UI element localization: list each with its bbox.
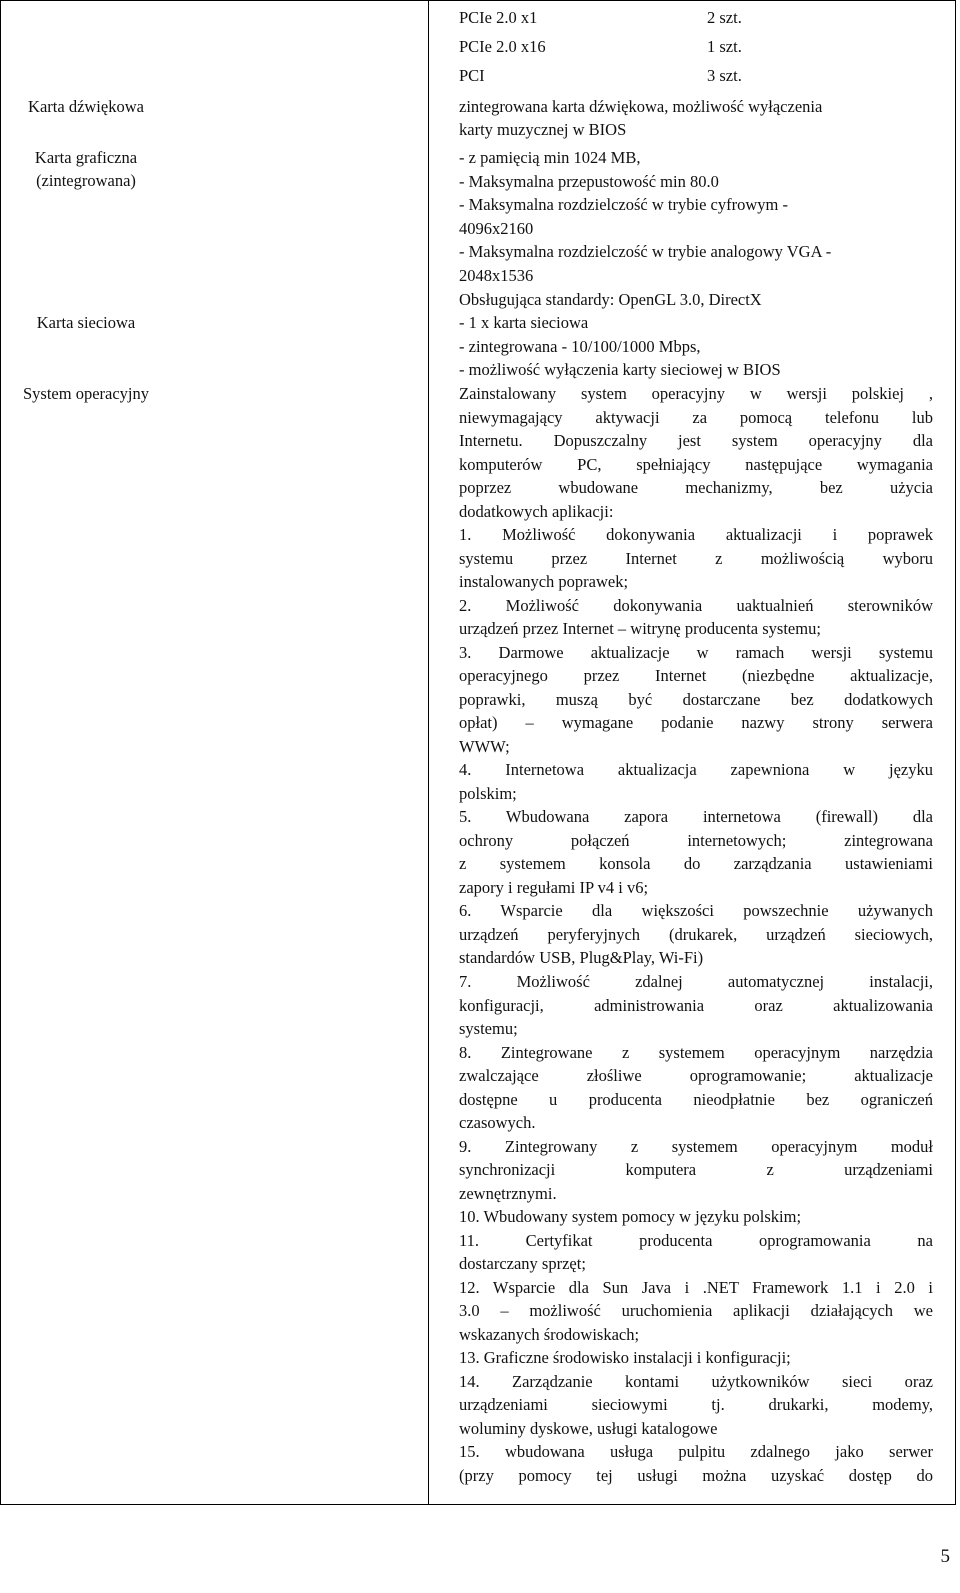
- text-line: - zintegrowana - 10/100/1000 Mbps,: [459, 336, 701, 356]
- text-line: 3. Darmowe aktualizacje w ramach wersji systemu: [459, 642, 933, 662]
- text-line: standardów USB, Plug&Play, Wi-Fi): [459, 948, 704, 968]
- text-line: 3.0 – możliwość uruchomienia aplikacji działających we: [459, 1301, 933, 1321]
- text-line: - możliwość wyłączenia karty sieciowej w BIOS: [459, 360, 781, 379]
- left-column-cell: [1, 1, 429, 1505]
- text-line: 2. Możliwość dokonywania uaktualnień sterowników: [459, 595, 933, 615]
- slot-count: 1 szt.: [707, 37, 742, 56]
- text-line: z systemem konsola do zarządzania ustawieniami: [459, 854, 933, 874]
- text-line: 8. Zintegrowane z systemem operacyjnym narzędzia: [459, 1042, 933, 1062]
- text-line: zwalczające złośliwe oprogramowanie; aktualizacje: [459, 1066, 933, 1086]
- text-line: 7. Możliwość zdalnej automatycznej instalacji,: [459, 972, 933, 991]
- text-line: - Maksymalna rozdzielczość w trybie analogowy VGA -: [459, 242, 832, 262]
- text-line: - Maksymalna przepustowość min 80.0: [459, 171, 719, 191]
- slot-count: 3 szt.: [707, 66, 742, 85]
- text-line: komputerów PC, spełniający następujące wymagania: [459, 454, 933, 474]
- text-line: urządzeniami sieciowymi tj. drukarki, modemy,: [459, 1395, 933, 1415]
- text-line: - Maksymalna rozdzielczość w trybie cyfrowym -: [459, 195, 788, 215]
- text-line: systemu przez Internet z możliwością wyboru: [459, 548, 933, 568]
- text-line: polskim;: [459, 783, 517, 803]
- text-line: 9. Zintegrowany z systemem operacyjnym moduł: [459, 1136, 933, 1156]
- text-line: opłat) – wymagane podanie nazwy strony serwera: [459, 713, 933, 733]
- text-line: dodatkowych aplikacji:: [459, 501, 614, 521]
- row-label-network-card: Karta sieciowa: [36, 313, 136, 332]
- text-line: wskazanych środowiskach;: [459, 1324, 640, 1344]
- text-line: instalowanych poprawek;: [459, 572, 629, 592]
- text-line: operacyjnego przez Internet (niezbędne aktualizacje,: [459, 666, 933, 686]
- slot-name: PCIe 2.0 x16: [459, 37, 546, 56]
- text-line: zintegrowana karta dźwiękowa, możliwość wyłączenia: [459, 97, 823, 116]
- text-line: systemu;: [459, 1019, 518, 1039]
- row-label-graphics-card: Karta graficzna: [34, 148, 138, 167]
- text-line: 14. Zarządzanie kontami użytkowników sieci oraz: [459, 1371, 933, 1391]
- text-line: 5. Wbudowana zapora internetowa (firewall) dla: [459, 807, 933, 827]
- text-line: poprawki, muszą być dostarczane bez dodatkowych: [459, 689, 933, 709]
- text-line: Zainstalowany system operacyjny w wersji polskiej ,: [459, 384, 933, 403]
- text-line: 2048x1536: [459, 266, 534, 285]
- text-line: zapory i regułami IP v4 i v6;: [459, 877, 649, 897]
- text-line: 6. Wsparcie dla większości powszechnie używanych: [459, 901, 933, 921]
- text-line: 13. Graficzne środowisko instalacji i konfiguracji;: [459, 1348, 791, 1368]
- text-line: WWW;: [459, 736, 510, 756]
- text-line: ochrony połączeń internetowych; zintegrowana: [459, 830, 933, 850]
- text-line: dostarczany sprzęt;: [459, 1254, 586, 1274]
- slot-count: 2 szt.: [707, 8, 742, 27]
- text-line: - z pamięcią min 1024 MB,: [459, 148, 641, 167]
- text-line: 10. Wbudowany system pomocy w języku polskim;: [459, 1207, 802, 1227]
- text-line: poprzez wbudowane mechanizmy, bez użycia: [459, 478, 933, 498]
- text-line: 1. Możliwość dokonywania aktualizacji i poprawek: [459, 525, 933, 545]
- text-line: 4. Internetowa aktualizacja zapewniona w języku: [459, 760, 933, 780]
- text-line: Obsługująca standardy: OpenGL 3.0, DirectX: [459, 289, 762, 309]
- text-line: woluminy dyskowe, usługi katalogowe: [459, 1418, 718, 1438]
- text-line: dostępne u producenta nieodpłatnie bez ograniczeń: [459, 1089, 933, 1109]
- text-line: konfiguracji, administrowania oraz aktualizowania: [459, 995, 933, 1015]
- text-line: 4096x2160: [459, 218, 534, 238]
- text-line: - 1 x karta sieciowa: [459, 313, 589, 332]
- page-number: 5: [940, 1546, 950, 1567]
- text-line: 11. Certyfikat producenta oprogramowania na: [459, 1230, 933, 1250]
- row-label-operating-system: System operacyjny: [22, 384, 149, 403]
- text-line: (przy pomocy tej usługi można uzyskać dostęp do: [459, 1465, 933, 1485]
- text-line: 15. wbudowana usługa pulpitu zdalnego jako serwer: [459, 1442, 933, 1462]
- text-line: zewnętrznymi.: [459, 1183, 557, 1203]
- row-label-graphics-card-note: (zintegrowana): [36, 171, 136, 190]
- text-line: czasowych.: [459, 1113, 536, 1133]
- slot-name: PCIe 2.0 x1: [459, 8, 538, 27]
- text-line: niewymagający aktywacji za pomocą telefonu lub: [459, 407, 933, 427]
- slot-name: PCI: [459, 66, 485, 85]
- text-line: synchronizacji komputera z urządzeniami: [459, 1160, 933, 1180]
- row-label-sound-card: Karta dźwiękowa: [28, 97, 144, 116]
- text-line: urządzeń peryferyjnych (drukarek, urządzeń sieciowych,: [459, 924, 933, 944]
- text-line: karty muzycznej w BIOS: [459, 120, 627, 140]
- text-line: Internetu. Dopuszczalny jest system operacyjny dla: [459, 431, 933, 451]
- text-line: urządzeń przez Internet – witrynę producenta systemu;: [459, 619, 821, 639]
- text-line: 12. Wsparcie dla Sun Java i .NET Framework 1.1 i 2.0 i: [459, 1277, 933, 1297]
